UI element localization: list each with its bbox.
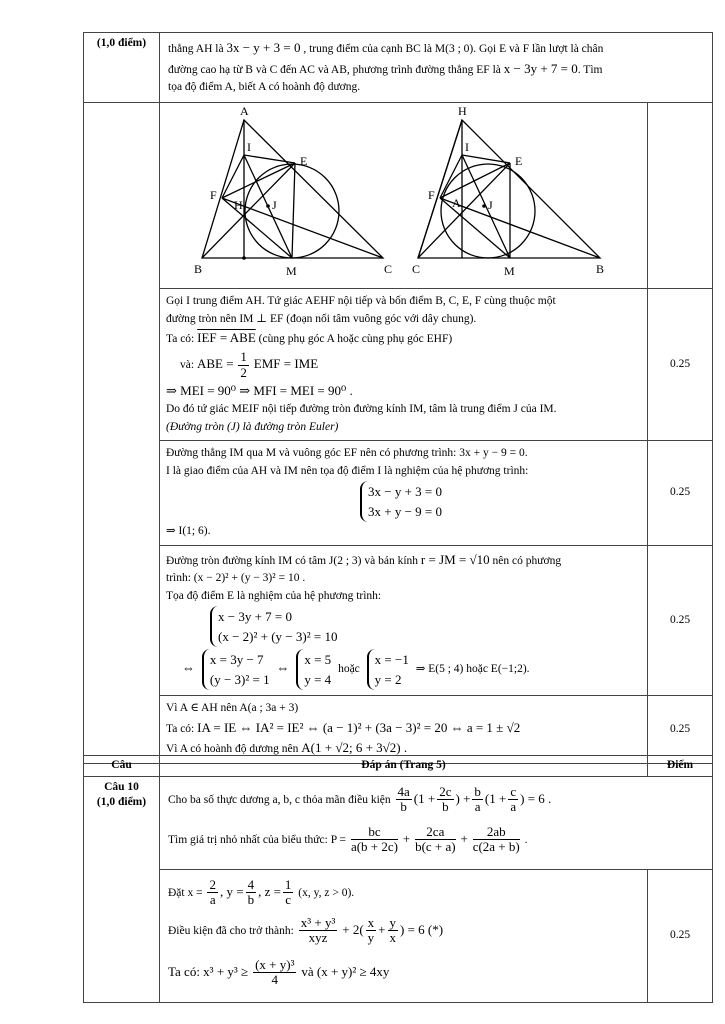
numerator: x <box>367 914 375 930</box>
label-j: J <box>488 197 493 212</box>
numerator: 2ca <box>415 825 456 841</box>
fraction <box>472 785 483 816</box>
operator: + 2( <box>342 921 364 937</box>
points-label: (1,0 điểm) <box>96 796 147 809</box>
figure-obtuse-triangle <box>418 120 600 258</box>
denominator: c <box>285 892 292 908</box>
equation-system <box>360 481 442 522</box>
problem-text: tọa độ điểm A, biết A có hoành độ dương. <box>168 81 361 94</box>
question-text: Tìm giá trị nhỏ nhất của biểu thức: P = <box>168 833 347 846</box>
angle-equation: IEF = ABE <box>197 330 256 346</box>
denominator: xyz <box>308 930 328 946</box>
fraction <box>351 825 398 856</box>
numerator: (x + y)³ <box>255 956 295 972</box>
equation-ef: x − 3y + 7 = 0 <box>503 60 578 76</box>
step-text: Vì A có hoành độ dương nên <box>166 743 299 756</box>
equation-system <box>367 649 409 690</box>
angle-equation: ABE = <box>196 355 234 371</box>
operator: + <box>460 830 468 846</box>
label-f: F <box>428 187 435 202</box>
label-e: E <box>515 153 523 168</box>
angle-equation: EMF = IME <box>253 355 319 371</box>
operator: , y = <box>219 883 244 899</box>
solution-text: Đặt x = <box>168 886 203 899</box>
label-h: H <box>458 103 467 118</box>
operator: ) = 6 (*) <box>400 921 444 937</box>
numerator: 1 <box>240 348 247 364</box>
operator: ) = 6 . <box>520 790 552 806</box>
solution-table-1 <box>83 32 713 764</box>
label-a: A <box>240 103 249 118</box>
step-1-row <box>84 289 713 441</box>
step-text: trình: (x − 2)² + (y − 3)² = 10 . <box>166 572 306 585</box>
score: 0.25 <box>648 289 713 441</box>
numerator: 4a <box>397 783 410 799</box>
equation-ah: 3x − y + 3 = 0 <box>226 40 301 55</box>
header-score: Điểm <box>648 756 713 777</box>
operator: (1 + <box>484 790 507 806</box>
denominator: b <box>247 892 255 908</box>
system-equation: x = 5 <box>304 652 332 668</box>
fraction <box>283 878 294 909</box>
label-a: A <box>452 195 461 210</box>
operator: , z = <box>258 883 281 899</box>
step-result: ⇒ I(1; 6). <box>166 525 211 538</box>
fraction <box>437 785 453 816</box>
system-equation: y = 2 <box>374 671 402 687</box>
points-label: (1,0 điểm) <box>84 33 160 103</box>
inequality: Ta có: x³ + y³ ≥ <box>168 963 249 979</box>
label-h: H <box>234 197 243 212</box>
solution-content <box>160 869 648 1002</box>
figure-acute-triangle <box>202 120 383 258</box>
numerator: 1 <box>284 876 292 892</box>
denominator: c(2a + b) <box>472 839 520 855</box>
operator: + <box>378 921 386 937</box>
point-j <box>266 204 270 208</box>
score: 0.25 <box>648 545 713 696</box>
step-text: và: <box>180 358 195 371</box>
step-result: ⇒ E(5 ; 4) hoặc E(−1;2). <box>415 663 530 676</box>
step-text: Do đó tứ giác MEIF nội tiếp đường tròn đường kính IM, tâm là trung điểm J của IM. <box>166 403 557 416</box>
equivalence-symbol: ⇔ <box>276 660 290 676</box>
system-equation: (x − 2)² + (y − 3)² = 10 <box>218 628 338 644</box>
step-text: Ta có: <box>166 722 195 735</box>
problem-text: . Tìm <box>577 63 603 76</box>
question-label <box>84 776 160 1002</box>
header-answer: Đáp án (Trang 5) <box>160 756 648 777</box>
step-3-content <box>160 545 648 696</box>
label-m: M <box>286 263 297 278</box>
denominator: b(c + a) <box>415 839 456 855</box>
fraction <box>508 785 518 816</box>
denominator: b <box>400 799 407 815</box>
fraction <box>473 825 520 856</box>
step-text: đường tròn nên IM ⊥ EF (đoạn nối tâm vuông góc với dây chung). <box>166 312 477 325</box>
problem-text: đường cao hạ từ B và C đến AC và AB, phương trình đường thẳng EF là <box>168 63 501 76</box>
operator: + <box>402 830 411 846</box>
operator: (1 + <box>413 790 436 806</box>
distance-equation: IA = IE ⇔ IA² = IE² ⇔ (a − 1)² + (3a − 3)² = 20 ⇔ a = 1 ± √2 <box>197 719 521 735</box>
solution-text: Điều kiện đã cho trở thành: <box>168 924 294 937</box>
euler-note: (Đường tròn (J) là đường tròn Euler) <box>166 420 339 433</box>
problem-row <box>84 33 713 103</box>
system-equation: 3x − y + 3 = 0 <box>368 484 442 500</box>
label-b: B <box>194 261 203 276</box>
label-i: I <box>247 139 251 154</box>
denominator: 4 <box>271 972 279 988</box>
step-text: Tọa độ điểm E là nghiệm của hệ phương trình: <box>166 589 382 602</box>
numerator: c <box>510 783 517 799</box>
numerator: 2 <box>209 876 216 892</box>
fraction <box>396 785 412 816</box>
numerator: 2ab <box>473 825 520 841</box>
numerator: b <box>474 783 481 799</box>
header-row <box>84 756 713 777</box>
step-2-row <box>84 441 713 546</box>
inequality: và (x + y)² ≥ 4xy <box>301 963 390 979</box>
problem-text: , trung điểm của cạnh BC là M(3 ; 0). Gọi E và F lần lượt là chân <box>303 43 604 55</box>
figure-row <box>84 102 713 289</box>
operator: . <box>524 833 528 846</box>
solution-table-2 <box>83 755 713 1003</box>
step-text: I là giao điểm của AH và IM nên tọa độ điểm I là nghiệm của hệ phương trình: <box>166 464 529 477</box>
numerator: x³ + y³ <box>300 914 336 930</box>
denominator: y <box>367 930 375 946</box>
label-c: C <box>412 261 421 276</box>
radius-equation: r = JM = √10 <box>420 551 490 567</box>
equation-system <box>296 649 331 690</box>
step-3-row <box>84 545 713 696</box>
angle-conclusion: ⇒ MEI = 90⁰ ⇒ MFI = MEI = 90⁰ . <box>166 383 353 399</box>
score: 0.25 <box>648 441 713 546</box>
question-text: Cho ba số thực dương a, b, c thỏa mãn điều kiện <box>168 793 391 806</box>
fraction <box>299 916 338 947</box>
score: 0.25 <box>648 696 713 764</box>
solution-row <box>84 869 713 1002</box>
denominator: a(b + 2c) <box>350 839 398 855</box>
question-statement <box>160 776 713 869</box>
label-i: I <box>465 139 469 154</box>
label-b: B <box>596 261 605 276</box>
step-text: nên có phương <box>492 554 562 567</box>
label-m: M <box>504 263 515 278</box>
step-text: Vì A ∈ AH nên A(a ; 3a + 3) <box>166 702 299 715</box>
label-j: J <box>272 197 277 212</box>
fraction <box>388 916 399 947</box>
fraction <box>207 878 218 909</box>
or-text: hoặc <box>338 663 360 676</box>
point-j <box>482 204 486 208</box>
operator: ) + <box>455 790 471 806</box>
geometry-figures <box>160 103 646 283</box>
step-text: Đường tròn đường kính IM có tâm J(2 ; 3) và bán kính <box>166 554 419 567</box>
fraction <box>415 825 456 856</box>
fraction <box>246 878 257 909</box>
fraction-half <box>238 350 249 381</box>
label-f: F <box>210 187 217 202</box>
step-4-content <box>160 696 648 764</box>
score: 0.25 <box>648 869 713 1002</box>
step-4-row <box>84 696 713 764</box>
question-number: Câu 10 <box>104 780 139 793</box>
equivalence-symbol: ⇔ <box>182 660 195 676</box>
denominator: 2 <box>240 364 247 380</box>
denominator: a <box>510 799 517 815</box>
numerator: 2c <box>439 783 452 799</box>
equation-system <box>210 606 337 647</box>
step-text: Ta có: <box>166 333 195 346</box>
equation-system <box>202 649 270 690</box>
system-equation: (y − 3)² = 1 <box>209 671 270 687</box>
step-1-content <box>160 289 648 441</box>
final-answer: A(1 + √2; 6 + 3√2) . <box>301 740 408 756</box>
header-question: Câu <box>84 756 160 777</box>
label-e: E <box>300 153 308 168</box>
system-equation: y = 4 <box>304 671 332 687</box>
denominator: a <box>209 892 216 908</box>
fraction <box>366 916 377 947</box>
step-text: Đường thẳng IM qua M và vuông góc EF nên có phương trình: 3x + y − 9 = 0. <box>166 447 528 460</box>
step-2-content <box>160 441 648 546</box>
denominator: a <box>474 799 481 815</box>
label-c: C <box>384 261 393 276</box>
question-row <box>84 776 713 869</box>
fraction <box>253 958 296 989</box>
system-equation: x − 3y + 7 = 0 <box>218 609 292 625</box>
numerator: y <box>389 914 396 930</box>
step-text: Gọi I trung điểm AH. Tứ giác AEHF nội tiếp và bốn điểm B, C, E, F cùng thuộc một <box>166 295 556 308</box>
system-equation: x = 3y − 7 <box>209 652 264 668</box>
solution-text: (x, y, z > 0). <box>298 886 355 899</box>
denominator: x <box>389 930 396 946</box>
system-equation: 3x + y − 9 = 0 <box>368 503 442 519</box>
problem-text: thẳng AH là <box>168 43 224 55</box>
figure-cell <box>160 102 648 289</box>
numerator: 4 <box>247 876 255 892</box>
numerator: bc <box>351 825 398 841</box>
problem-statement <box>160 33 713 103</box>
point-foot <box>242 256 246 260</box>
denominator: b <box>442 799 449 815</box>
system-equation: x = −1 <box>374 652 409 668</box>
step-text: (cùng phụ góc A hoặc cùng phụ góc EHF) <box>258 333 453 346</box>
